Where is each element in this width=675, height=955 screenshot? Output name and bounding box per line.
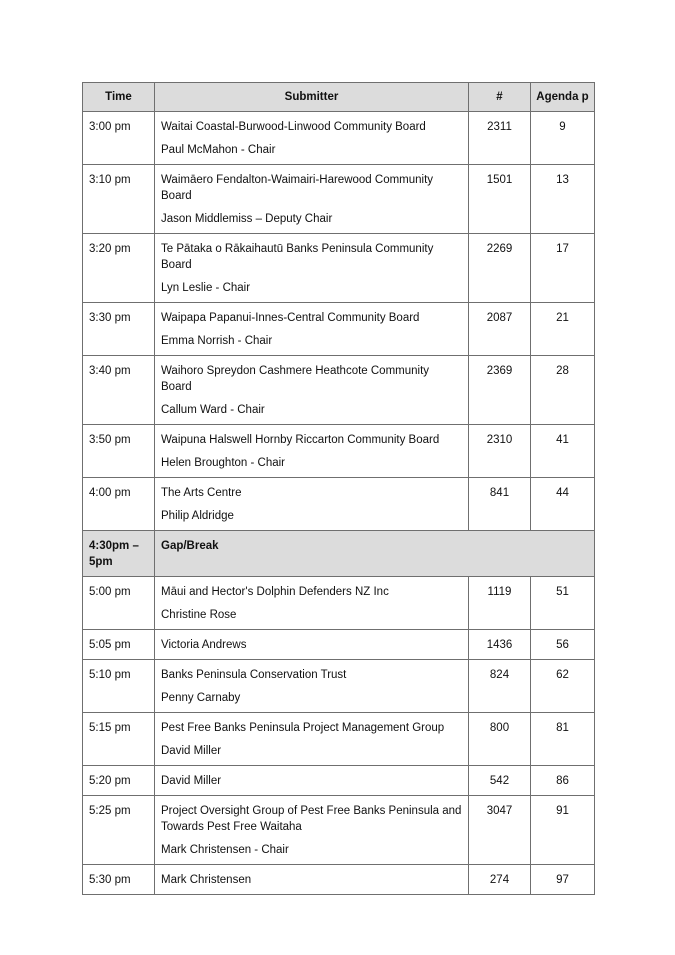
submitter-name: David Miller: [161, 775, 222, 787]
submitter-contact: David Miller: [161, 745, 222, 757]
table-row: [83, 577, 595, 630]
submitter-cell: [155, 478, 469, 531]
submitter-cell: [155, 713, 469, 766]
time-cell: 5:30 pm: [83, 865, 155, 895]
table-row: [83, 112, 595, 165]
submitter-cell: [155, 356, 469, 425]
agenda-page-cell: 81: [531, 713, 595, 766]
submitter-cell: [155, 660, 469, 713]
header-row: [83, 83, 595, 112]
submitter-contact: Philip Aldridge: [161, 510, 234, 522]
agenda-page-cell: 91: [531, 796, 595, 865]
submission-number-cell: 824: [469, 660, 531, 713]
agenda-page-cell: 21: [531, 303, 595, 356]
break-time: 4:30pm – 5pm: [83, 531, 155, 577]
table-row: [83, 478, 595, 531]
submitter-cell: [155, 630, 469, 660]
submitter-cell: [155, 165, 469, 234]
submitter-name: Waitai Coastal-Burwood-Linwood Community Board: [161, 121, 426, 133]
submitter-cell: [155, 796, 469, 865]
table-row: [83, 234, 595, 303]
agenda-page-cell: 41: [531, 425, 595, 478]
submitter-name: Waipapa Papanui-Innes-Central Community Board: [161, 312, 420, 324]
agenda-page-cell: 51: [531, 577, 595, 630]
time-cell: 3:00 pm: [83, 112, 155, 165]
submitter-name: Te Pātaka o Rākaihautū Banks Peninsula Community Board: [161, 243, 434, 271]
submitter-contact: Mark Christensen - Chair: [161, 844, 289, 856]
break-row: [83, 531, 595, 577]
time-cell: 5:05 pm: [83, 630, 155, 660]
time-cell: 3:40 pm: [83, 356, 155, 425]
agenda-page-cell: 17: [531, 234, 595, 303]
table-row: [83, 865, 595, 895]
table-row: [83, 630, 595, 660]
table-row: [83, 796, 595, 865]
time-cell: 3:50 pm: [83, 425, 155, 478]
time-cell: 5:25 pm: [83, 796, 155, 865]
submitter-name: Victoria Andrews: [161, 639, 247, 651]
table-row: [83, 425, 595, 478]
time-cell: 3:20 pm: [83, 234, 155, 303]
agenda-page-cell: 97: [531, 865, 595, 895]
time-cell: 5:15 pm: [83, 713, 155, 766]
submitter-cell: [155, 234, 469, 303]
table-row: [83, 660, 595, 713]
submitter-name: Pest Free Banks Peninsula Project Management Group: [161, 722, 445, 734]
agenda-page-cell: 44: [531, 478, 595, 531]
table-row: [83, 766, 595, 796]
submitter-name: Project Oversight Group of Pest Free Banks Peninsula and Towards Pest Free Waitaha: [161, 805, 462, 833]
submitter-contact: Christine Rose: [161, 609, 237, 621]
submitter-contact: Emma Norrish - Chair: [161, 335, 273, 347]
time-cell: 5:10 pm: [83, 660, 155, 713]
submitter-cell: [155, 303, 469, 356]
submitter-contact: Penny Carnaby: [161, 692, 241, 704]
submitter-contact: Callum Ward - Chair: [161, 404, 265, 416]
time-cell: 4:00 pm: [83, 478, 155, 531]
header-time: Time: [83, 83, 155, 112]
agenda-page-cell: 28: [531, 356, 595, 425]
time-cell: 3:30 pm: [83, 303, 155, 356]
submitter-contact: Paul McMahon - Chair: [161, 144, 276, 156]
agenda-page-cell: 56: [531, 630, 595, 660]
submission-number-cell: 1501: [469, 165, 531, 234]
table-row: [83, 303, 595, 356]
submission-number-cell: 1119: [469, 577, 531, 630]
table-row: [83, 356, 595, 425]
table-row: [83, 713, 595, 766]
time-cell: 5:00 pm: [83, 577, 155, 630]
schedule-table: [82, 82, 595, 895]
submission-number-cell: 2369: [469, 356, 531, 425]
submitter-name: The Arts Centre: [161, 487, 242, 499]
submitter-cell: [155, 766, 469, 796]
submitter-contact: Lyn Leslie - Chair: [161, 282, 251, 294]
submission-number-cell: 2310: [469, 425, 531, 478]
submitter-name: Waipuna Halswell Hornby Riccarton Community Board: [161, 434, 440, 446]
submitter-cell: [155, 577, 469, 630]
agenda-page-cell: 62: [531, 660, 595, 713]
submission-number-cell: 2269: [469, 234, 531, 303]
submitter-name: Waihoro Spreydon Cashmere Heathcote Community Board: [161, 365, 430, 393]
submission-number-cell: 542: [469, 766, 531, 796]
table-row: [83, 165, 595, 234]
submission-number-cell: 274: [469, 865, 531, 895]
header-agenda-page: Agenda p: [531, 83, 595, 112]
submission-number-cell: 841: [469, 478, 531, 531]
submitter-cell: [155, 865, 469, 895]
submitter-contact: Jason Middlemiss – Deputy Chair: [161, 213, 333, 225]
submitter-name: Banks Peninsula Conservation Trust: [161, 669, 347, 681]
submitter-name: Waimāero Fendalton-Waimairi-Harewood Community Board: [161, 174, 434, 202]
submitter-name: Mark Christensen: [161, 874, 252, 886]
submission-number-cell: 1436: [469, 630, 531, 660]
header-number: #: [469, 83, 531, 112]
header-submitter: Submitter: [155, 83, 469, 112]
submission-number-cell: 2087: [469, 303, 531, 356]
submitter-name: Māui and Hector's Dolphin Defenders NZ Inc: [161, 586, 389, 598]
time-cell: 5:20 pm: [83, 766, 155, 796]
agenda-page-cell: 9: [531, 112, 595, 165]
break-label: Gap/Break: [155, 531, 595, 577]
submitter-cell: [155, 425, 469, 478]
agenda-page-cell: 86: [531, 766, 595, 796]
submitter-cell: [155, 112, 469, 165]
submission-number-cell: 2311: [469, 112, 531, 165]
submission-number-cell: 3047: [469, 796, 531, 865]
time-cell: 3:10 pm: [83, 165, 155, 234]
submitter-contact: Helen Broughton - Chair: [161, 457, 286, 469]
agenda-page-cell: 13: [531, 165, 595, 234]
submission-number-cell: 800: [469, 713, 531, 766]
